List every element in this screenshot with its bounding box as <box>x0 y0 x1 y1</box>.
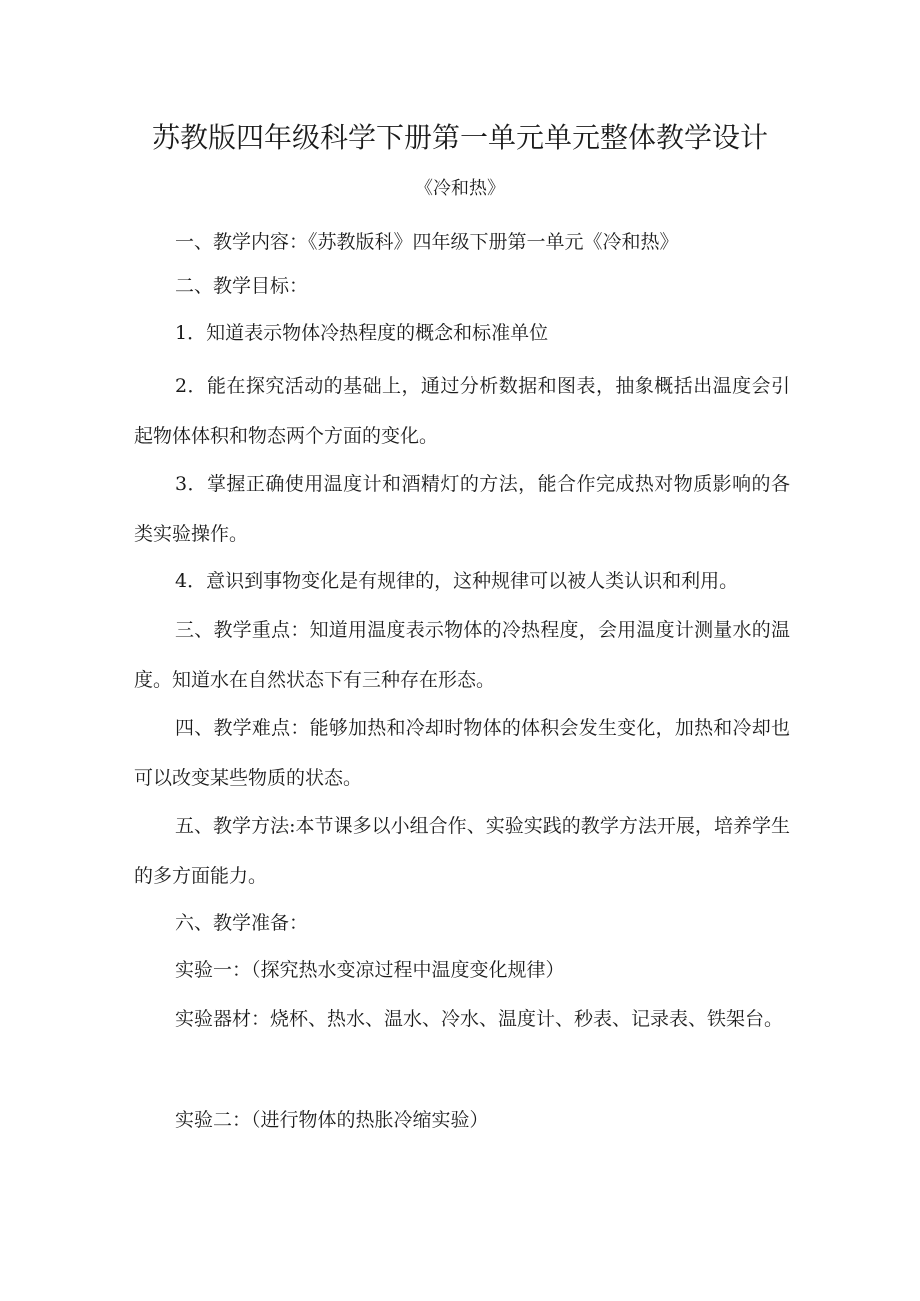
paragraph-experiment-2: 实验二：（进行物体的热胀冷缩实验） <box>175 1109 489 1131</box>
paragraph-goal-4: 4．意识到事物变化是有规律的，这种规律可以被人类认识和利用。 <box>175 570 739 592</box>
paragraph-experiment-1-materials: 实验器材：烧杯、热水、温水、冷水、温度计、秒表、记录表、铁架台。 <box>175 1008 784 1030</box>
paragraph-key-points: 三、教学重点：知道用温度表示物体的冷热程度，会用温度计测量水的温度。知道水在自然状态下有三种存在形态。 <box>134 619 790 691</box>
paragraph-goal-3: 3．掌握正确使用温度计和酒精灯的方法，能合作完成热对物质影响的各类实验操作。 <box>134 473 790 545</box>
paragraph-teaching-content: 一、教学内容：《苏教版科》四年级下册第一单元《冷和热》 <box>175 231 679 253</box>
document-subtitle: 《冷和热》 <box>415 178 505 199</box>
paragraph-experiment-1: 实验一：（探究热水变凉过程中温度变化规律） <box>175 959 565 981</box>
paragraph-methods: 五、教学方法:本节课多以小组合作、实验实践的教学方法开展，培养学生的多方面能力。 <box>134 815 790 887</box>
paragraph-teaching-goals-heading: 二、教学目标： <box>175 275 309 297</box>
paragraph-goal-1: 1．知道表示物体冷热程度的概念和标准单位 <box>175 322 549 344</box>
paragraph-goal-2: 2．能在探究活动的基础上，通过分析数据和图表，抽象概括出温度会引起物体体积和物态两个方面的变化。 <box>134 375 790 447</box>
paragraph-difficulties: 四、教学难点：能够加热和冷却时物体的体积会发生变化，加热和冷却也可以改变某些物质的状态。 <box>134 717 790 789</box>
document-title: 苏教版四年级科学下册第一单元单元整体教学设计 <box>151 121 768 154</box>
paragraph-preparation-heading: 六、教学准备： <box>175 912 309 934</box>
